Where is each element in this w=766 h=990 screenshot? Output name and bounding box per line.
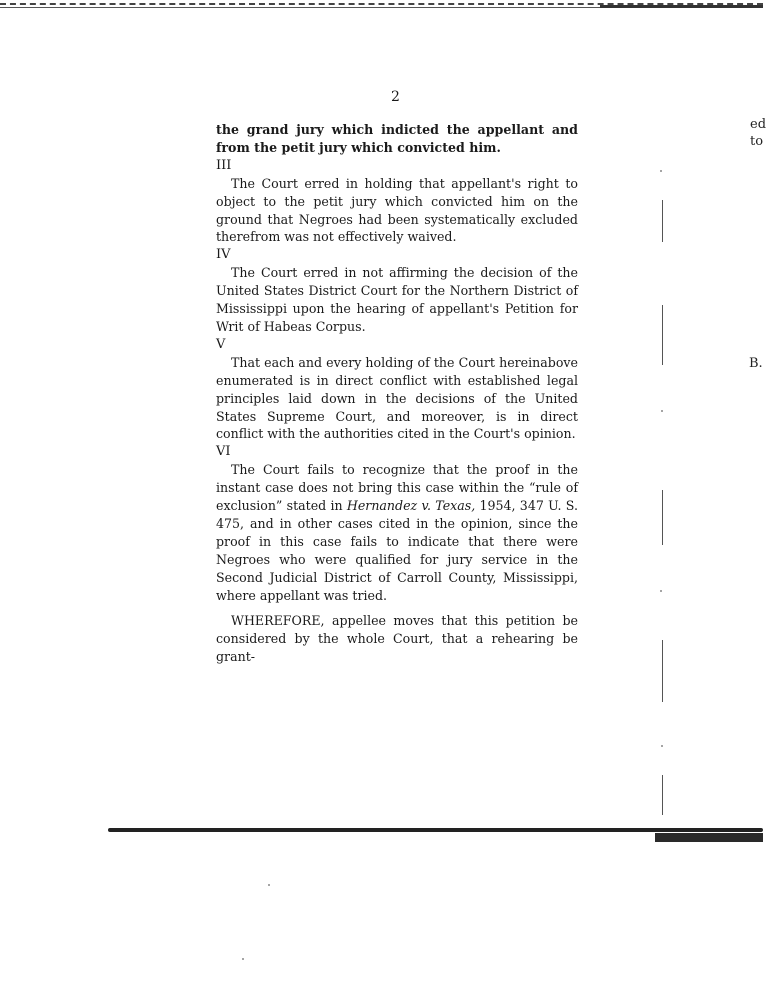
section-heading-iv: IV [216,247,231,263]
section-body-vi-part1: The Court fails to recognize that the proof in the instant case does not bring this case within the “rule of exclusion” stated in [216,462,578,514]
scan-speck [661,745,663,747]
adjacent-page-fragment-ed: ed [750,117,766,132]
gutter-line [662,640,663,702]
top-scan-edge-dark [600,5,763,8]
scan-speck [660,170,662,172]
scan-speck [268,884,270,886]
intro-paragraph: the grand jury which indicted the appellant and from the petit jury which convicted him. [216,122,578,155]
section-heading-iii: III [216,157,232,173]
gutter-line [662,200,663,242]
adjacent-page-fragment-b: B. [749,356,763,371]
bottom-scan-edge-dark [655,833,763,842]
closing-paragraph: WHEREFORE, appellee moves that this petition be considered by the whole Court, that a rehearing be grant- [216,613,578,665]
section-body-vi [216,461,578,604]
section-body-iii: The Court erred in holding that appellant's right to object to the petit jury which convicted him on the ground that Negroes had been systematically excluded therefrom was not effectively waived. [216,175,578,245]
case-citation: Hernandez v. Texas, [346,498,476,514]
gutter-line [662,490,663,545]
section-body-v: That each and every holding of the Court hereinabove enumerated is in direct conflict with established legal principles laid down in the decisions of the United States Supreme Court, and moreover, is in direct conflict with the authorities cited in the Court's opinion. [216,354,578,442]
scan-speck [660,590,662,592]
document-body [216,121,578,666]
section-heading-vi: VI [216,444,231,460]
gutter-line [662,775,663,815]
gutter-line [662,305,663,365]
bottom-scan-edge [108,828,763,832]
section-body-vi-part2: 1954, 347 U. S. 475, and in other cases cited in the opinion, since the proof in this case fails to indicate that there were Negroes who were qualified for jury service in the Second Judicial District of Carroll County, Mississippi, where appellant was tried. [216,498,578,603]
section-heading-v: V [216,336,226,352]
scan-speck [242,958,244,960]
scan-speck [661,410,663,412]
adjacent-page-fragment-to: to [750,134,764,149]
page-number: 2 [391,89,400,105]
section-body-iv: The Court erred in not affirming the decision of the United States District Court for the Northern District of Mississippi upon the hearing of appellant's Petition for Writ of Habeas Corpus. [216,265,578,334]
